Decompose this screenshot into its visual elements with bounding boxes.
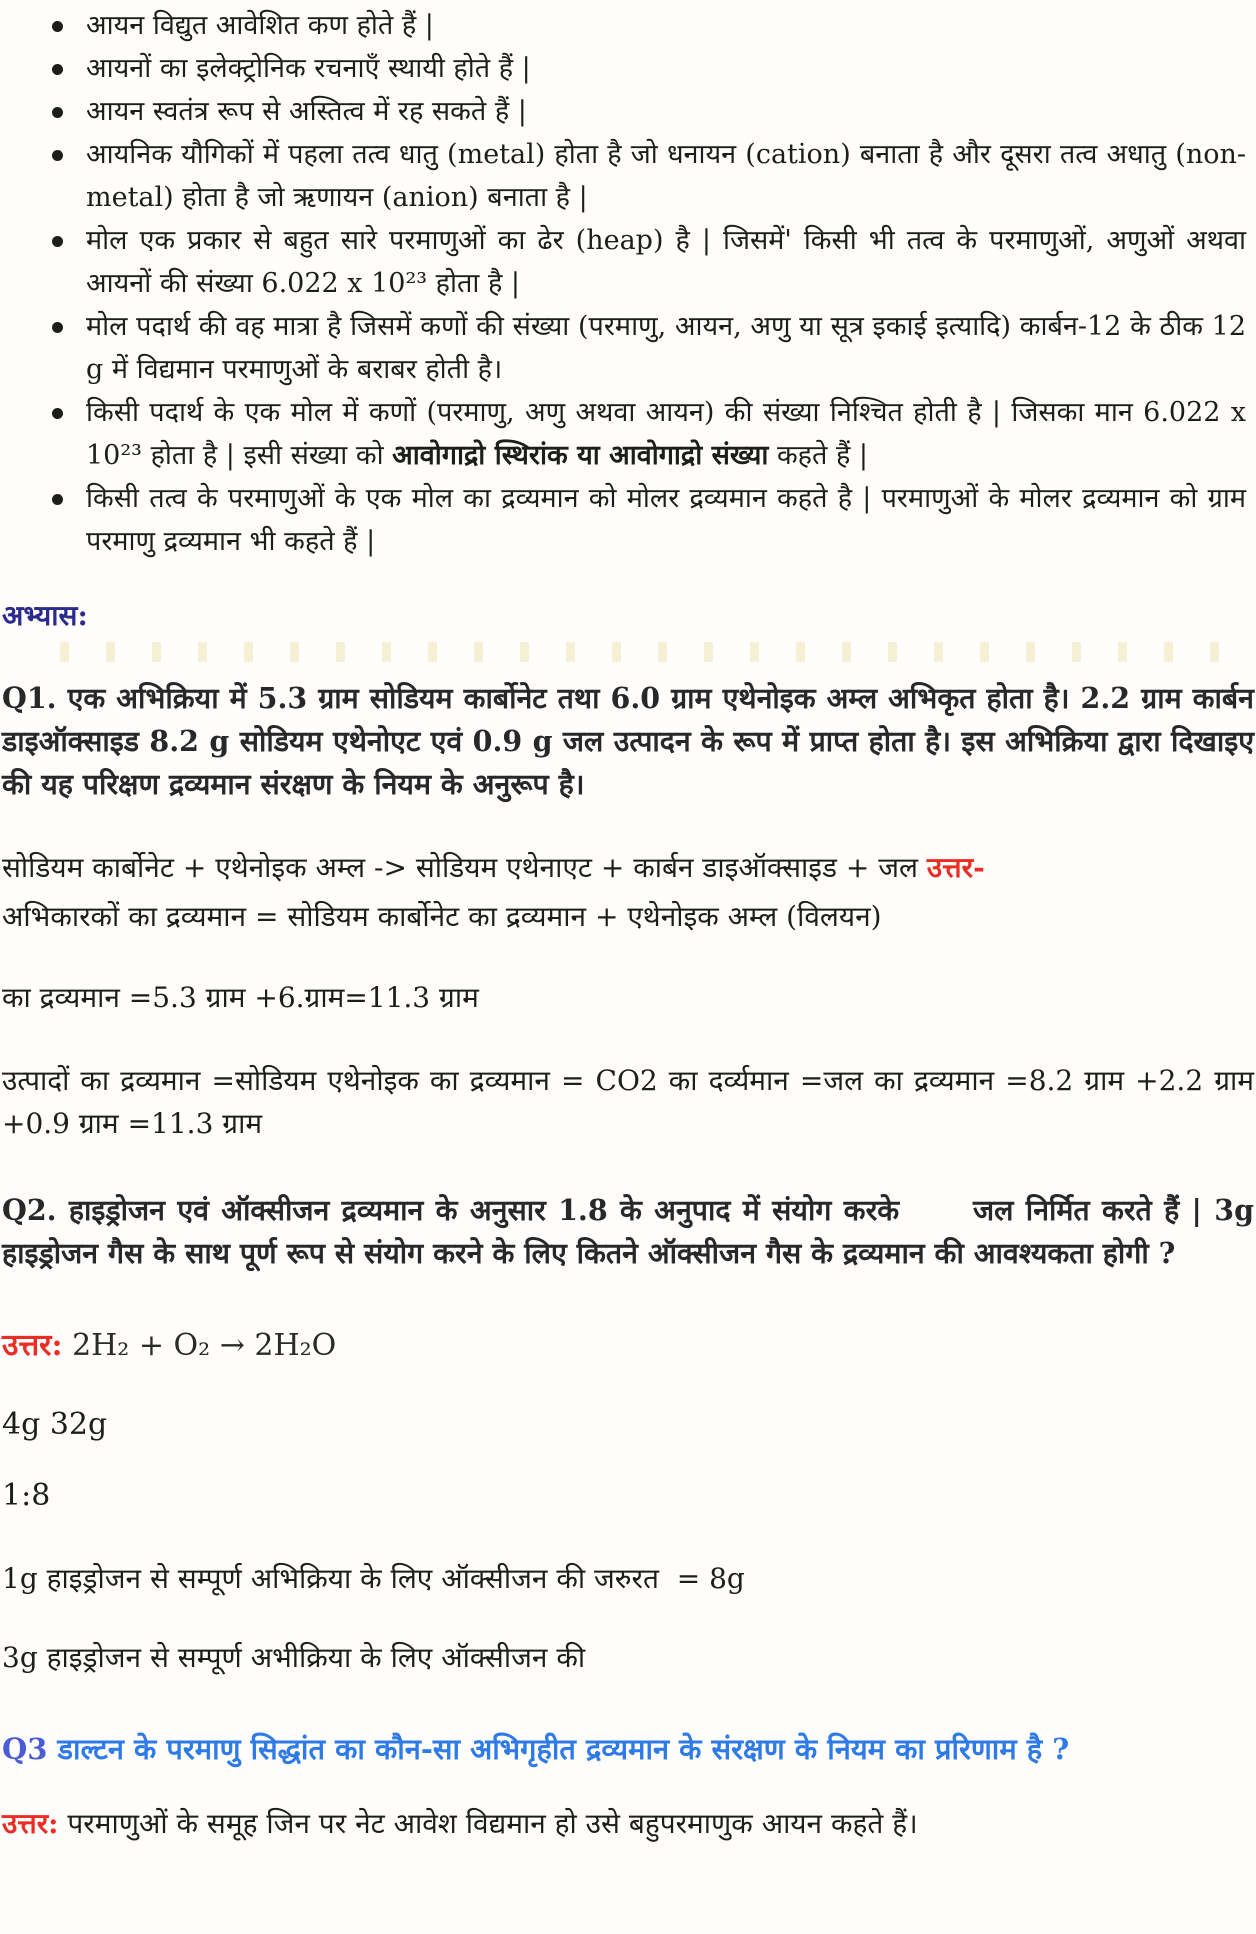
question-1 [2, 677, 1254, 806]
answer-2-label: उत्तर: [2, 1328, 63, 1363]
bullet-item-ion-independent [44, 90, 1246, 133]
bullet-item-ion-charged [44, 4, 1246, 47]
reaction-text: सोडियम कार्बोनेट + एथेनोइक अम्ल -> सोडियम एथेनाएट + कार्बन डाइऑक्साइड + जल [2, 851, 927, 884]
answer-2-oxygen-3g-line: 3g हाइड्रोजन से सम्पूर्ण अभीक्रिया के लिए ऑक्सीजन की [2, 1641, 586, 1674]
equation-text: 2H₂ + O₂ → 2H₂O [72, 1328, 337, 1363]
answer-3-label: उत्तर: [2, 1807, 59, 1840]
answer-1-mass-sum-line: का द्रव्यमान =5.3 ग्राम +6.ग्राम=11.3 ग्राम [2, 981, 479, 1014]
bullet-text: किसी तत्व के परमाणुओं के एक मोल का द्रव्यमान को मोलर द्रव्यमान कहते है | परमाणुओं के मोलर द्रव्यमान को ग्राम परमाणु द्रव्यमान भी कहते हैं | [86, 483, 1246, 557]
question-3 [2, 1727, 1254, 1772]
answer-1-reaction-line [2, 846, 1254, 889]
bullet-text: आयन स्वतंत्र रूप से अस्तित्व में रह सकते हैं | [86, 96, 527, 127]
bullet-item-mole-heap [44, 219, 1246, 305]
answer-2-masses: 4g 32g [2, 1407, 108, 1442]
bullet-text: मोल पदार्थ की वह मात्रा है जिसमें कणों की संख्या (परमाणु, आयन, अणु या सूत्र इकाई इत्यादि) कार्बन-12 के ठीक 12 g में विद्यमान परमाणुओं के बराबर होती है। [86, 311, 1246, 385]
exercise-section-heading: अभ्यास: [2, 599, 88, 632]
answer-1-reactants-mass-line: अभिकारकों का द्रव्यमान = सोडियम कार्बोनेट का द्रव्यमान + एथेनोइक अम्ल (विलयन) [2, 900, 882, 933]
bullet-text: आयनों का इलेक्ट्रोनिक रचनाएँ स्थायी होते हैं | [86, 53, 531, 84]
bullet-item-ionic-compound [44, 133, 1246, 219]
bullet-item-molar-mass [44, 477, 1246, 563]
bullet-item-ion-electronic [44, 47, 1246, 90]
bullet-item-mole-amount [44, 305, 1246, 391]
notes-bullet-list [0, 0, 1256, 563]
watermark-row [60, 642, 1236, 662]
question-2-text: Q2. हाइड्रोजन एवं ऑक्सीजन द्रव्यमान के अनुसार 1.8 के अनुपाद में संयोग करके जल निर्मित करते हैं | 3g हाइड्रोजन गैस के साथ पूर्ण रूप से संयोग करने के लिए कितने ऑक्सीजन गैस के द्रव्यमान की आवश्यकता होगी ? [2, 1193, 1254, 1270]
water-formation-equation [63, 1328, 73, 1363]
bullet-text-pre: किसी पदार्थ के एक मोल में कणों (परमाणु, अणु अथवा आयन) की संख्या निश्चित होती है | जिसका मान 6.022 x 10²³ होता है | इसी संख्या को [86, 397, 1246, 471]
answer-3-text: परमाणुओं के समूह जिन पर नेट आवेश विद्यमान हो उसे बहुपरमाणुक आयन कहते हैं। [58, 1807, 918, 1840]
answer-1-products-mass-line: उत्पादों का द्रव्यमान =सोडियम एथेनोइक का द्रव्यमान = CO2 का दर्व्यमान =जल का द्रव्यमान =8.2 ग्राम +2.2 ग्राम +0.9 ग्राम =11.3 ग्राम [2, 1064, 1254, 1140]
bullet-text: मोल एक प्रकार से बहुत सारे परमाणुओं का ढेर (heap) है | जिसमें' किसी भी तत्व के परमाणुओं, अणुओं अथवा आयनों की संख्या 6.022 x 10²³ होता है | [86, 225, 1246, 299]
bullet-text: आयनिक यौगिकों में पहला तत्व धातु (metal) होता है जो धनायन (cation) बनाता है और दूसरा तत्व अधातु (non-metal) होता है जो ऋणायन (anion) बनाता है | [86, 139, 1246, 213]
answer-2-ratio: 1:8 [2, 1478, 51, 1513]
answer-3-line [2, 1802, 1254, 1845]
question-1-text: Q1. एक अभिक्रिया में 5.3 ग्राम सोडियम कार्बोनेट तथा 6.0 ग्राम एथेनोइक अम्ल अभिकृत होता है। 2.2 ग्राम कार्बन डाइऑक्साइड 8.2 g सोडियम एथेनोएट एवं 0.9 g जल उत्पादन के रूप में प्राप्त होता है। इस अभिक्रिया द्वारा दिखाइए की यह परिक्षण द्रव्यमान संरक्षण के नियम के अनुरूप है। [2, 681, 1254, 801]
answer-2-oxygen-1g-line: 1g हाइड्रोजन से सम्पूर्ण अभिक्रिया के लिए ऑक्सीजन की जरुरत = 8g [2, 1562, 745, 1595]
bullet-item-avogadro [44, 391, 1246, 477]
question-3-label: Q3 [2, 1732, 58, 1766]
bullet-text-bold-avogadro: आवोगाद्रो स्थिरांक या आवोगाद्रो संख्या [392, 440, 769, 471]
answer-1-inline-label: उत्तर- [926, 851, 985, 884]
bullet-text-post: कहते हैं | [768, 440, 869, 471]
question-2 [2, 1189, 1254, 1275]
question-3-text: डाल्टन के परमाणु सिद्धांत का कौन-सा अभिगृहीत द्रव्यमान के संरक्षण के नियम का प्ररिणाम है ? [57, 1732, 1070, 1766]
answer-2-equation-line [2, 1323, 1254, 1369]
bullet-text: आयन विद्युत आवेशित कण होते हैं | [86, 10, 434, 41]
